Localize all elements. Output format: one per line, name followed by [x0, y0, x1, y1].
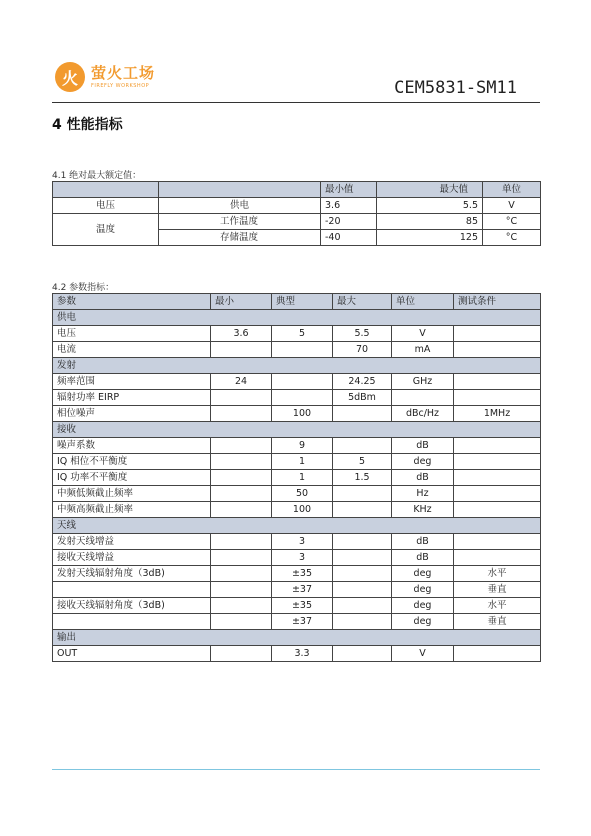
typ-cell: [272, 390, 333, 406]
typ-cell: ±35: [272, 566, 333, 582]
typ-cell: 1: [272, 454, 333, 470]
max-cell: [333, 582, 392, 598]
unit-cell: V: [392, 646, 454, 662]
params-table: [52, 293, 541, 662]
param-cell: IQ 功率不平衡度: [53, 470, 211, 486]
param-cell: 辐射功率 EIRP: [53, 390, 211, 406]
header-divider: [52, 102, 540, 103]
params-header-row: [53, 294, 541, 310]
abs-header-cell: [159, 182, 321, 198]
params-row: [53, 454, 541, 470]
params-row: [53, 326, 541, 342]
unit-cell: deg: [392, 454, 454, 470]
typ-cell: 3: [272, 550, 333, 566]
condition-cell: [454, 646, 541, 662]
abs-header-cell: [53, 182, 159, 198]
typ-cell: 100: [272, 406, 333, 422]
condition-cell: 水平: [454, 566, 541, 582]
abs-min-cell: -40: [321, 230, 377, 246]
param-cell: [53, 582, 211, 598]
unit-cell: dB: [392, 438, 454, 454]
max-cell: [333, 502, 392, 518]
abs-header-row: [53, 182, 541, 198]
unit-cell: deg: [392, 582, 454, 598]
condition-cell: [454, 502, 541, 518]
max-cell: [333, 614, 392, 630]
min-cell: [211, 438, 272, 454]
max-cell: [333, 406, 392, 422]
params-row: [53, 550, 541, 566]
max-cell: 5.5: [333, 326, 392, 342]
param-cell: 电压: [53, 326, 211, 342]
param-cell: 接收天线增益: [53, 550, 211, 566]
unit-cell: deg: [392, 598, 454, 614]
min-cell: [211, 342, 272, 358]
max-cell: [333, 534, 392, 550]
params-row: [53, 582, 541, 598]
condition-cell: 垂直: [454, 582, 541, 598]
condition-cell: [454, 454, 541, 470]
condition-cell: [454, 534, 541, 550]
typ-cell: ±37: [272, 582, 333, 598]
abs-row: [53, 198, 541, 214]
params-group-row: [53, 630, 541, 646]
params-header-cell: 最大: [333, 294, 392, 310]
logo-en-text: FIREFLY WORKSHOP: [91, 83, 150, 89]
typ-cell: 5: [272, 326, 333, 342]
max-cell: [333, 566, 392, 582]
max-cell: [333, 438, 392, 454]
max-cell: 24.25: [333, 374, 392, 390]
logo-mark-icon: 火: [55, 62, 85, 92]
abs-unit-cell: °C: [483, 214, 541, 230]
unit-cell: dB: [392, 470, 454, 486]
unit-cell: deg: [392, 614, 454, 630]
min-cell: [211, 582, 272, 598]
params-group-title: 输出: [53, 630, 541, 646]
typ-cell: 50: [272, 486, 333, 502]
params-row: [53, 406, 541, 422]
typ-cell: 9: [272, 438, 333, 454]
min-cell: [211, 534, 272, 550]
abs-ratings-table: [52, 181, 541, 246]
unit-cell: dB: [392, 550, 454, 566]
footer-divider: [52, 769, 540, 770]
min-cell: [211, 550, 272, 566]
abs-ratings-caption: 4.1 绝对最大额定值：: [52, 171, 142, 181]
min-cell: [211, 646, 272, 662]
params-header-cell: 测试条件: [454, 294, 541, 310]
param-cell: 相位噪声: [53, 406, 211, 422]
unit-cell: deg: [392, 566, 454, 582]
unit-cell: V: [392, 326, 454, 342]
unit-cell: dBc/Hz: [392, 406, 454, 422]
condition-cell: 1MHz: [454, 406, 541, 422]
params-group-title: 供电: [53, 310, 541, 326]
param-cell: 频率范围: [53, 374, 211, 390]
firefly-workshop-logo: [55, 62, 165, 96]
params-row: [53, 342, 541, 358]
condition-cell: [454, 550, 541, 566]
abs-row: [53, 214, 541, 230]
abs-min-cell: 3.6: [321, 198, 377, 214]
typ-cell: 1: [272, 470, 333, 486]
abs-min-cell: -20: [321, 214, 377, 230]
min-cell: [211, 406, 272, 422]
params-row: [53, 502, 541, 518]
params-header-cell: 参数: [53, 294, 211, 310]
typ-cell: [272, 342, 333, 358]
max-cell: [333, 598, 392, 614]
param-cell: 接收天线辐射角度（3dB): [53, 598, 211, 614]
params-group-row: [53, 518, 541, 534]
params-row: [53, 598, 541, 614]
condition-cell: [454, 390, 541, 406]
params-row: [53, 374, 541, 390]
abs-group-cell: 电压: [53, 198, 159, 214]
condition-cell: [454, 374, 541, 390]
min-cell: [211, 454, 272, 470]
param-cell: [53, 614, 211, 630]
min-cell: [211, 486, 272, 502]
abs-max-cell: 5.5: [377, 198, 483, 214]
unit-cell: dB: [392, 534, 454, 550]
abs-header-cell: 最大值: [377, 182, 483, 198]
abs-unit-cell: V: [483, 198, 541, 214]
params-group-row: [53, 358, 541, 374]
param-cell: 中频低频截止频率: [53, 486, 211, 502]
abs-item-cell: 存储温度: [159, 230, 321, 246]
unit-cell: [392, 390, 454, 406]
params-row: [53, 646, 541, 662]
abs-header-cell: 最小值: [321, 182, 377, 198]
param-cell: IQ 相位不平衡度: [53, 454, 211, 470]
abs-item-cell: 供电: [159, 198, 321, 214]
logo-cn-text: 萤火工场: [91, 64, 156, 82]
params-row: [53, 470, 541, 486]
params-row: [53, 486, 541, 502]
params-group-title: 天线: [53, 518, 541, 534]
max-cell: [333, 486, 392, 502]
params-header-cell: 典型: [272, 294, 333, 310]
min-cell: [211, 390, 272, 406]
abs-group-cell: 温度: [53, 214, 159, 246]
unit-cell: mA: [392, 342, 454, 358]
max-cell: [333, 550, 392, 566]
min-cell: [211, 614, 272, 630]
document-title: CEM5831-SM11: [394, 78, 517, 98]
param-cell: OUT: [53, 646, 211, 662]
min-cell: 24: [211, 374, 272, 390]
params-header-cell: 最小: [211, 294, 272, 310]
abs-unit-cell: °C: [483, 230, 541, 246]
params-caption: 4.2 参数指标：: [52, 283, 115, 293]
min-cell: 3.6: [211, 326, 272, 342]
param-cell: 噪声系数: [53, 438, 211, 454]
max-cell: [333, 646, 392, 662]
min-cell: [211, 470, 272, 486]
param-cell: 中频高频截止频率: [53, 502, 211, 518]
condition-cell: 垂直: [454, 614, 541, 630]
max-cell: 5: [333, 454, 392, 470]
min-cell: [211, 566, 272, 582]
params-group-title: 发射: [53, 358, 541, 374]
condition-cell: [454, 438, 541, 454]
min-cell: [211, 502, 272, 518]
unit-cell: Hz: [392, 486, 454, 502]
abs-header-cell: 单位: [483, 182, 541, 198]
params-group-row: [53, 422, 541, 438]
typ-cell: 3.3: [272, 646, 333, 662]
abs-item-cell: 工作温度: [159, 214, 321, 230]
condition-cell: 水平: [454, 598, 541, 614]
section-title: 4 性能指标: [52, 117, 123, 133]
max-cell: 1.5: [333, 470, 392, 486]
params-header-cell: 单位: [392, 294, 454, 310]
condition-cell: [454, 470, 541, 486]
condition-cell: [454, 486, 541, 502]
param-cell: 发射天线增益: [53, 534, 211, 550]
max-cell: 70: [333, 342, 392, 358]
params-row: [53, 534, 541, 550]
abs-max-cell: 125: [377, 230, 483, 246]
abs-max-cell: 85: [377, 214, 483, 230]
unit-cell: KHz: [392, 502, 454, 518]
params-row: [53, 566, 541, 582]
params-group-title: 接收: [53, 422, 541, 438]
typ-cell: ±37: [272, 614, 333, 630]
typ-cell: ±35: [272, 598, 333, 614]
params-row: [53, 438, 541, 454]
max-cell: 5dBm: [333, 390, 392, 406]
unit-cell: GHz: [392, 374, 454, 390]
min-cell: [211, 598, 272, 614]
param-cell: 电流: [53, 342, 211, 358]
params-group-row: [53, 310, 541, 326]
params-row: [53, 614, 541, 630]
typ-cell: [272, 374, 333, 390]
condition-cell: [454, 326, 541, 342]
condition-cell: [454, 342, 541, 358]
params-row: [53, 390, 541, 406]
param-cell: 发射天线辐射角度（3dB): [53, 566, 211, 582]
typ-cell: 3: [272, 534, 333, 550]
typ-cell: 100: [272, 502, 333, 518]
